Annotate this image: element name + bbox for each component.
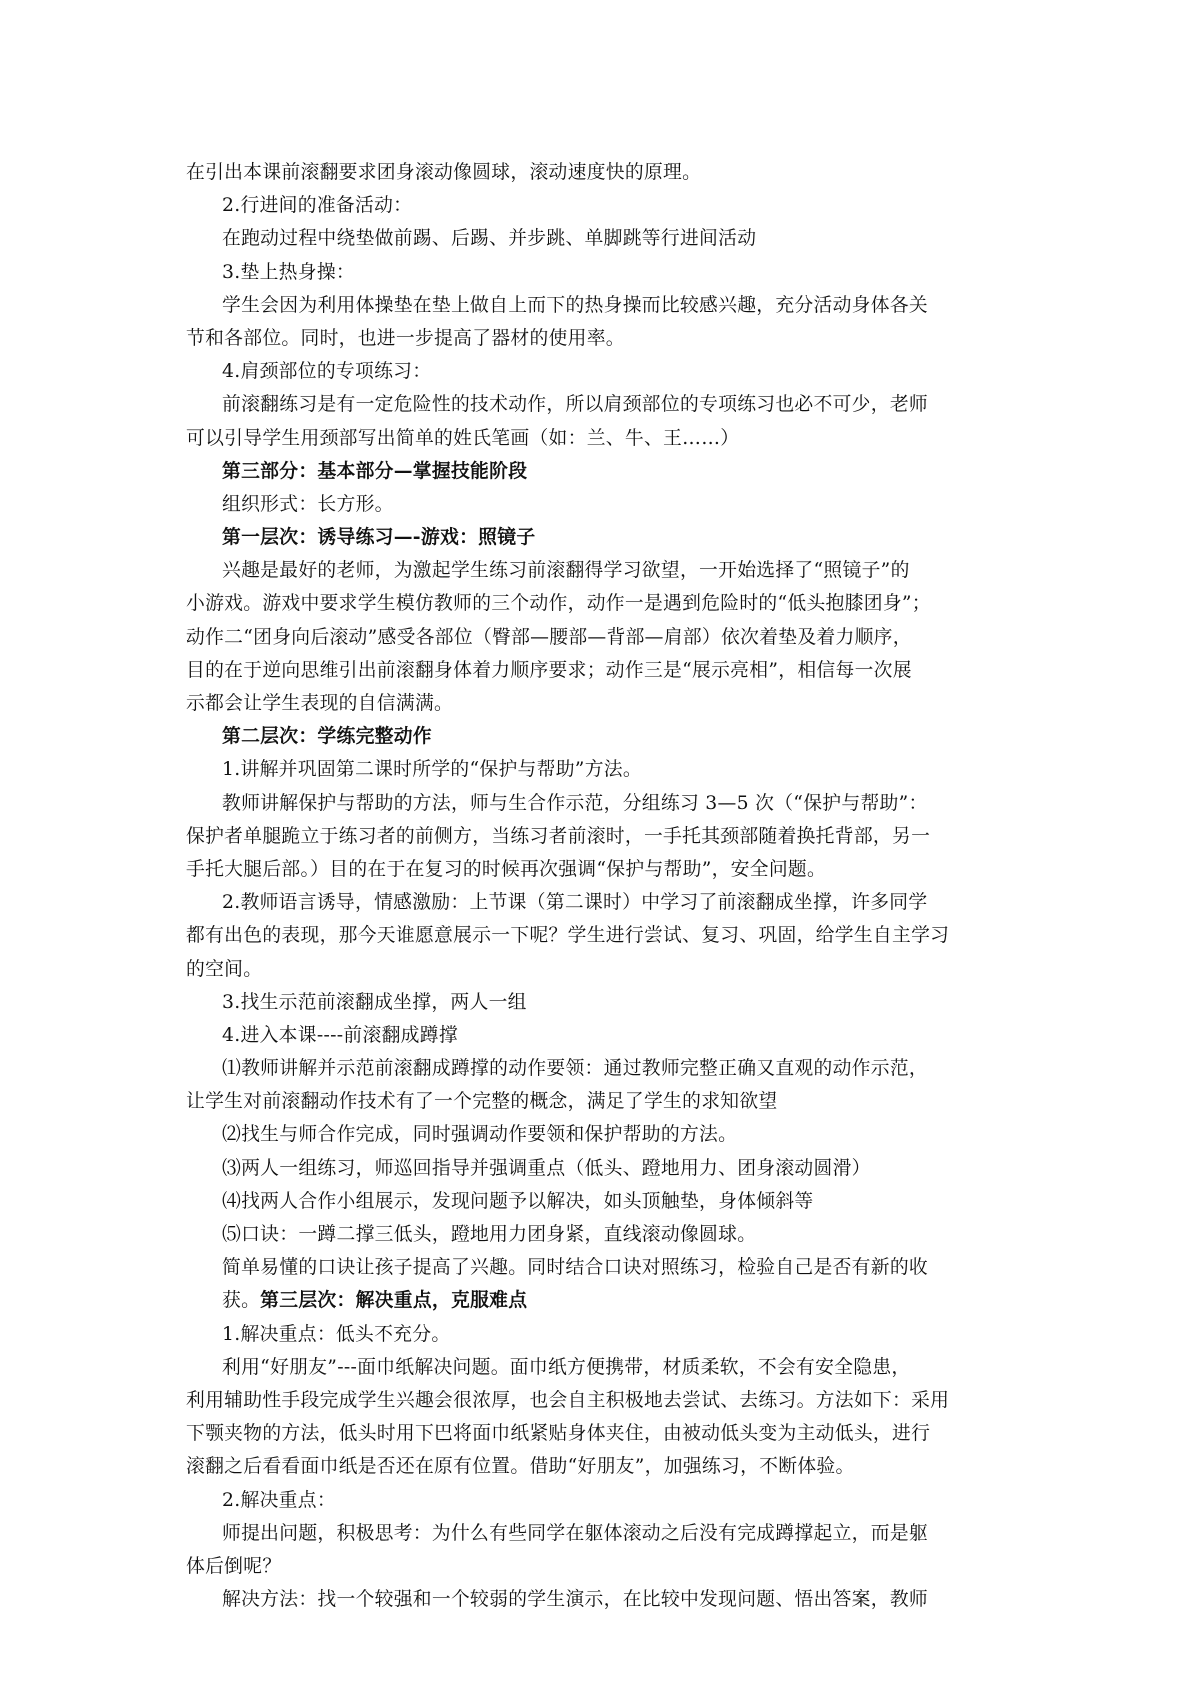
text-line: 节和各部位。同时，也进一步提高了器材的使用率。 bbox=[186, 327, 625, 349]
text-line: ⑸口诀：一蹲二撑三低头，蹬地用力团身紧，直线滚动像圆球。 bbox=[222, 1224, 757, 1245]
text-line: 的空间。 bbox=[186, 958, 263, 980]
text-line: 4.肩颈部位的专项练习： bbox=[222, 361, 432, 383]
text-line: 简单易懂的口诀让孩子提高了兴趣。同时结合口诀对照练习，检验自己是否有新的收 bbox=[222, 1257, 929, 1279]
text-line: 师提出问题，积极思考：为什么有些同学在躯体滚动之后没有完成蹲撑起立，而是躯 bbox=[222, 1522, 929, 1544]
text-line: 利用辅助性手段完成学生兴趣会很浓厚，也会自主积极地去尝试、去练习。方法如下：采用 bbox=[186, 1389, 950, 1411]
text-line: 在引出本课前滚翻要求团身滚动像圆球，滚动速度快的原理。 bbox=[186, 162, 702, 183]
text-line: 1.解决重点：低头不充分。 bbox=[222, 1323, 451, 1345]
text-line: 1.讲解并巩固第二课时所学的“保护与帮助”方法。 bbox=[222, 759, 642, 781]
text-line: 小游戏。游戏中要求学生模仿教师的三个动作，动作一是遇到危险时的“低头抱膝团身”； bbox=[186, 593, 931, 615]
text-line: 2.解决重点： bbox=[222, 1489, 336, 1511]
text-line: 都有出色的表现，那今天谁愿意展示一下呢？学生进行尝试、复习、巩固，给学生自主学习 bbox=[186, 925, 950, 947]
text-line: ⑴教师讲解并示范前滚翻成蹲撑的动作要领：通过教师完整正确又直观的动作示范， bbox=[222, 1058, 929, 1080]
text-line: ⑵找生与师合作完成，同时强调动作要领和保护帮助的方法。 bbox=[222, 1124, 738, 1146]
text-line: 利用“好朋友”---面巾纸解决问题。面巾纸方便携带，材质柔软，不会有安全隐患， bbox=[222, 1356, 911, 1378]
text-line: 4.进入本课----前滚翻成蹲撑 bbox=[222, 1024, 458, 1046]
text-line: 在跑动过程中绕垫做前踢、后踢、并步跳、单脚跳等行进间活动 bbox=[222, 228, 757, 250]
text-line: 前滚翻练习是有一定危险性的技术动作，所以肩颈部位的专项练习也必不可少，老师 bbox=[222, 394, 929, 416]
text-line: 2.教师语言诱导，情感激励：上节课（第二课时）中学习了前滚翻成坐撑，许多同学 bbox=[222, 892, 928, 914]
text-line: 滚翻之后看看面巾纸是否还在原有位置。借助“好朋友”，加强练习，不断体验。 bbox=[186, 1456, 855, 1478]
text-line: 体后倒呢？ bbox=[186, 1555, 282, 1577]
text-line: 目的在于逆向思维引出前滚翻身体着力顺序要求；动作三是“展示亮相”，相信每一次展 bbox=[186, 659, 912, 681]
text-line: 学生会因为利用体操垫在垫上做自上而下的热身操而比较感兴趣，充分活动身体各关 bbox=[222, 294, 929, 316]
text-line: 2.行进间的准备活动： bbox=[222, 195, 413, 217]
text-line: 下颚夹物的方法，低头时用下巴将面巾纸紧贴身体夹住，由被动低头变为主动低头，进行 bbox=[186, 1423, 931, 1445]
section-heading: 第二层次：学练完整动作 bbox=[222, 725, 432, 748]
text-line: 可以引导学生用颈部写出简单的姓氏笔画（如：兰、牛、王……） bbox=[186, 427, 740, 449]
text-line: 3.找生示范前滚翻成坐撑，两人一组 bbox=[222, 991, 527, 1013]
text-line: 保护者单腿跪立于练习者的前侧方，当练习者前滚时，一手托其颈部随着换托背部，另一 bbox=[186, 825, 931, 847]
text-line: 3.垫上热身操： bbox=[222, 261, 356, 283]
section-heading: 第三部分：基本部分—掌握技能阶段 bbox=[222, 459, 528, 482]
text-line: 示都会让学生表现的自信满满。 bbox=[186, 693, 454, 714]
text-line: 解决方法：找一个较强和一个较弱的学生演示，在比较中发现问题、悟出答案，教师 bbox=[222, 1589, 929, 1611]
text-line bbox=[186, 1284, 1020, 1317]
text-line: 组织形式：长方形。 bbox=[222, 493, 394, 515]
section-heading-inline: 第三层次：解决重点，克服难点 bbox=[260, 1289, 528, 1312]
text-line: 教师讲解保护与帮助的方法，师与生合作示范，分组练习 3—5 次（“保护与帮助”： bbox=[222, 792, 928, 814]
text-line-start: 获。 bbox=[222, 1290, 261, 1312]
text-line: 让学生对前滚翻动作技术有了一个完整的概念，满足了学生的求知欲望 bbox=[186, 1091, 778, 1113]
section-heading: 第一层次：诱导练习—-游戏：照镜子 bbox=[222, 526, 536, 549]
document-page bbox=[186, 156, 1020, 1616]
text-line: ⑷找两人合作小组展示，发现问题予以解决，如头顶触垫，身体倾斜等 bbox=[222, 1190, 814, 1212]
text-line: 手托大腿后部。）目的在于在复习的时候再次强调“保护与帮助”，安全问题。 bbox=[186, 858, 827, 880]
text-line: ⑶两人一组练习，师巡回指导并强调重点（低头、蹬地用力、团身滚动圆滑） bbox=[222, 1157, 871, 1179]
text-line: 兴趣是最好的老师，为激起学生练习前滚翻得学习欲望，一开始选择了“照镜子”的 bbox=[222, 560, 910, 582]
text-line: 动作二“团身向后滚动”感受各部位（臀部—腰部—背部—肩部）依次着垫及着力顺序， bbox=[186, 626, 912, 648]
